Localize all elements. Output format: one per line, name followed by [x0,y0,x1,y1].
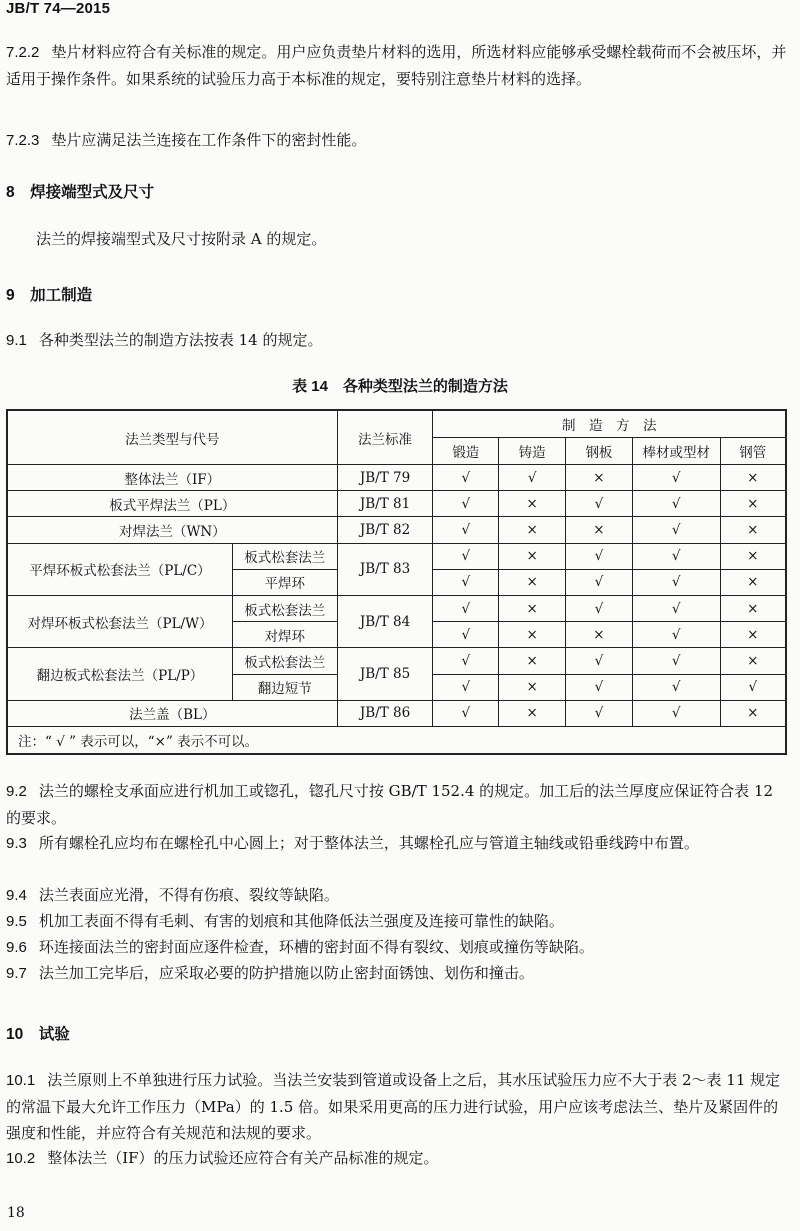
header-manufacturing-method: 制 造 方 法 [433,410,786,438]
flange-type: 翻边板式松套法兰（PL/P） [7,648,232,700]
clause-number: 7.2.2 [6,44,40,61]
flange-type: 对焊环板式松套法兰（PL/W） [7,595,232,647]
clause-number: 10.2 [6,1150,36,1167]
clause-10-1 [6,1067,788,1146]
clause-text: 各种类型法兰的制造方法按表 14 的规定。 [38,331,323,349]
cell-mark: × [499,543,566,569]
cell-mark: √ [433,517,499,543]
cell-mark: × [499,622,566,648]
clause-9-5 [6,908,788,935]
flange-subpart: 翻边短节 [232,674,337,700]
clause-number: 9.7 [6,965,27,982]
section-8-heading: 8 焊接端型式及尺寸 [6,184,155,201]
clause-9-7 [6,960,788,987]
cell-mark: × [720,569,786,595]
flange-standard: JB/T 79 [337,465,433,491]
cell-mark: × [720,543,786,569]
clause-9-4 [6,882,788,909]
table-row [7,465,786,491]
flange-type: 法兰盖（BL） [7,700,337,726]
flange-standard: JB/T 83 [337,543,433,595]
cell-mark: × [720,517,786,543]
cell-mark: × [499,648,566,674]
cell-mark: √ [566,700,633,726]
clause-text: 法兰原则上不单独进行压力试验。当法兰安装到管道或设备上之后，其水压试验压力应不大于表 2～表 11 规定的常温下最大允许工作压力（MPa）的 1.5 倍。如果采用更高的压力进行试验，用户应该考虑法兰、垫片及紧固件的强度和性能，并应符合有关规范和法规的要求。 [6,1071,781,1142]
clause-number: 9.2 [6,783,27,800]
clause-number: 9.4 [6,887,27,904]
flange-standard: JB/T 85 [337,648,433,700]
flange-subpart: 板式松套法兰 [232,595,337,621]
cell-mark: × [720,465,786,491]
cell-mark: √ [433,622,499,648]
clause-number: 7.2.3 [6,132,40,149]
clause-number: 9.6 [6,939,27,956]
flange-subpart: 对焊环 [232,622,337,648]
clause-text: 垫片应满足法兰连接在工作条件下的密封性能。 [51,131,367,149]
clause-text: 机加工表面不得有毛刺、有害的划痕和其他降低法兰强度及连接可靠性的缺陷。 [38,912,564,930]
cell-mark: × [499,569,566,595]
clause-number: 9.5 [6,913,27,930]
clause-7-2-2 [6,39,788,92]
section-10-heading: 10 试验 [6,1026,70,1043]
cell-mark: √ [632,622,720,648]
table-note: 注：“ √ ” 表示可以，“×” 表示不可以。 [7,726,786,754]
clause-number: 9.3 [6,835,27,852]
cell-mark: √ [433,648,499,674]
clause-number: 10.1 [6,1072,36,1089]
method-bar: 棒材或型材 [632,438,720,465]
method-forging: 锻造 [433,438,499,465]
method-pipe: 钢管 [720,438,786,465]
cell-mark: × [720,595,786,621]
manufacturing-method-table [6,409,787,755]
flange-standard: JB/T 86 [337,700,433,726]
clause-text: 所有螺栓孔应均布在螺栓孔中心圆上；对于整体法兰，其螺栓孔应与管道主轴线或铅垂线跨中布置。 [38,834,699,852]
header-flange-type: 法兰类型与代号 [7,410,337,465]
cell-mark: √ [632,595,720,621]
clause-text: 垫片材料应符合有关标准的规定。用户应负责垫片材料的选用，所选材料应能够承受螺栓载荷而不会被压坏，并适用于操作条件。如果系统的试验压力高于本标准的规定，要特别注意垫片材料的选择。 [6,43,787,88]
cell-mark: √ [632,543,720,569]
flange-type: 对焊法兰（WN） [7,517,337,543]
cell-mark: √ [433,543,499,569]
table-row [7,491,786,517]
clause-7-2-3 [6,127,788,154]
flange-type: 板式平焊法兰（PL） [7,491,337,517]
clause-10-2 [6,1145,788,1172]
cell-mark: × [720,622,786,648]
cell-mark: √ [632,569,720,595]
clause-text: 法兰表面应光滑，不得有伤痕、裂纹等缺陷。 [38,886,339,904]
cell-mark: √ [566,595,633,621]
cell-mark: √ [632,517,720,543]
table-row [7,543,786,569]
cell-mark: √ [632,648,720,674]
cell-mark: × [566,622,633,648]
cell-mark: √ [632,491,720,517]
section-9-heading: 9 加工制造 [6,287,93,304]
cell-mark: √ [720,674,786,700]
clause-text: 环连接面法兰的密封面应逐件检查，环槽的密封面不得有裂纹、划痕或撞伤等缺陷。 [38,938,594,956]
clause-text: 整体法兰（IF）的压力试验还应符合有关产品标准的规定。 [47,1149,439,1167]
cell-mark: √ [433,465,499,491]
cell-mark: √ [499,465,566,491]
clause-9-1 [6,327,788,354]
cell-mark: √ [566,491,633,517]
cell-mark: √ [433,595,499,621]
clause-9-6 [6,934,788,961]
flange-type: 整体法兰（IF） [7,465,337,491]
cell-mark: × [499,595,566,621]
table-row [7,648,786,674]
cell-mark: √ [433,569,499,595]
cell-mark: × [499,491,566,517]
table-caption: 表 14 各种类型法兰的制造方法 [292,378,508,395]
clause-9-2 [6,778,788,831]
cell-mark: √ [566,648,633,674]
flange-type: 平焊环板式松套法兰（PL/C） [7,543,232,595]
cell-mark: × [720,700,786,726]
cell-mark: × [499,700,566,726]
cell-mark: × [566,465,633,491]
cell-mark: × [499,517,566,543]
clause-text: 法兰加工完毕后，应采取必要的防护措施以防止密封面锈蚀、划伤和撞击。 [38,964,534,982]
table-row [7,700,786,726]
flange-subpart: 平焊环 [232,569,337,595]
flange-standard: JB/T 84 [337,595,433,647]
table-row [7,595,786,621]
cell-mark: √ [433,700,499,726]
cell-mark: × [720,648,786,674]
flange-standard: JB/T 81 [337,491,433,517]
cell-mark: √ [566,674,633,700]
page-number: 18 [7,1205,25,1221]
cell-mark: × [499,674,566,700]
table-row [7,517,786,543]
method-casting: 铸造 [499,438,566,465]
section-8-body: 法兰的焊接端型式及尺寸按附录 A 的规定。 [36,230,327,248]
clause-9-3 [6,830,788,857]
cell-mark: √ [632,465,720,491]
cell-mark: √ [433,674,499,700]
cell-mark: √ [632,700,720,726]
clause-number: 9.1 [6,332,27,349]
header-flange-standard: 法兰标准 [337,410,433,465]
clause-text: 法兰的螺栓支承面应进行机加工或锪孔，锪孔尺寸按 GB/T 152.4 的规定。加工后的法兰厚度应保证符合表 12 的要求。 [6,782,774,827]
document-header: JB/T 74—2015 [6,0,111,17]
method-plate: 钢板 [566,438,633,465]
cell-mark: √ [566,543,633,569]
flange-subpart: 板式松套法兰 [232,543,337,569]
cell-mark: √ [433,491,499,517]
cell-mark: × [720,491,786,517]
cell-mark: √ [566,569,633,595]
flange-standard: JB/T 82 [337,517,433,543]
cell-mark: × [566,517,633,543]
flange-subpart: 板式松套法兰 [232,648,337,674]
cell-mark: √ [632,674,720,700]
